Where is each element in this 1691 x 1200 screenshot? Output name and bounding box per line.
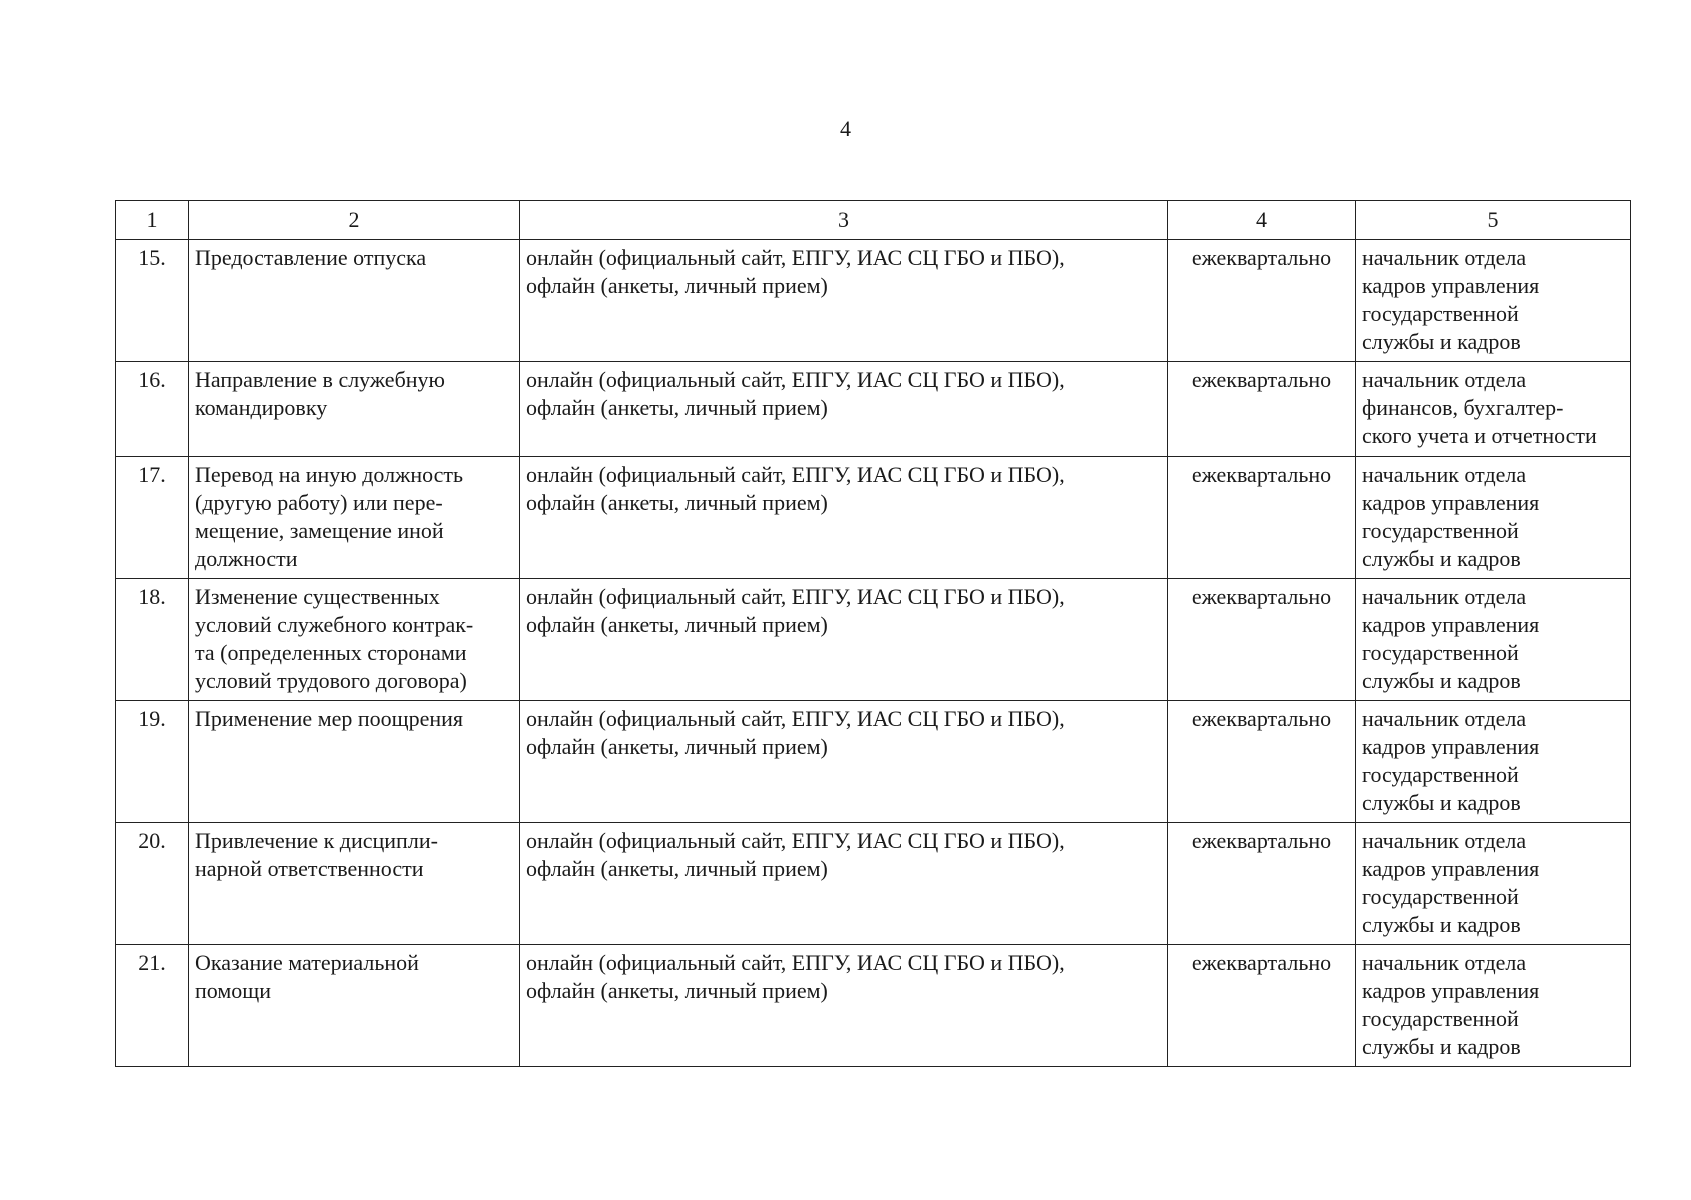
row-name: Привлечение к дисципли- нарной ответственности	[189, 823, 520, 945]
header-col-1: 1	[116, 201, 189, 240]
table-row	[116, 240, 1631, 362]
row-number: 20.	[116, 823, 189, 945]
page-number: 4	[840, 116, 851, 141]
table-row	[116, 457, 1631, 579]
row-method: онлайн (официальный сайт, ЕПГУ, ИАС СЦ ГБО и ПБО), офлайн (анкеты, личный прием)	[520, 457, 1168, 579]
header-col-5: 5	[1356, 201, 1631, 240]
row-responsible: начальник отдела кадров управления государственной службы и кадров	[1356, 701, 1631, 823]
row-responsible: начальник отдела финансов, бухгалтер- ского учета и отчетности	[1356, 362, 1631, 457]
row-responsible: начальник отдела кадров управления государственной службы и кадров	[1356, 240, 1631, 362]
header-col-2: 2	[189, 201, 520, 240]
row-name: Предоставление отпуска	[189, 240, 520, 362]
row-period: ежеквартально	[1168, 579, 1356, 701]
row-number: 17.	[116, 457, 189, 579]
row-method: онлайн (официальный сайт, ЕПГУ, ИАС СЦ ГБО и ПБО), офлайн (анкеты, личный прием)	[520, 945, 1168, 1067]
row-name: Изменение существенных условий служебного контрак- та (определенных сторонами условий трудового договора)	[189, 579, 520, 701]
header-col-3: 3	[520, 201, 1168, 240]
row-number: 18.	[116, 579, 189, 701]
row-responsible: начальник отдела кадров управления государственной службы и кадров	[1356, 457, 1631, 579]
row-name: Применение мер поощрения	[189, 701, 520, 823]
row-period: ежеквартально	[1168, 457, 1356, 579]
row-period: ежеквартально	[1168, 945, 1356, 1067]
row-period: ежеквартально	[1168, 240, 1356, 362]
row-period: ежеквартально	[1168, 362, 1356, 457]
row-period: ежеквартально	[1168, 701, 1356, 823]
row-method: онлайн (официальный сайт, ЕПГУ, ИАС СЦ ГБО и ПБО), офлайн (анкеты, личный прием)	[520, 362, 1168, 457]
row-method: онлайн (официальный сайт, ЕПГУ, ИАС СЦ ГБО и ПБО), офлайн (анкеты, личный прием)	[520, 823, 1168, 945]
row-responsible: начальник отдела кадров управления государственной службы и кадров	[1356, 945, 1631, 1067]
table-row	[116, 362, 1631, 457]
row-name: Перевод на иную должность (другую работу) или пере- мещение, замещение иной должности	[189, 457, 520, 579]
row-number: 16.	[116, 362, 189, 457]
row-responsible: начальник отдела кадров управления государственной службы и кадров	[1356, 823, 1631, 945]
table-row	[116, 823, 1631, 945]
row-method: онлайн (официальный сайт, ЕПГУ, ИАС СЦ ГБО и ПБО), офлайн (анкеты, личный прием)	[520, 579, 1168, 701]
row-method: онлайн (официальный сайт, ЕПГУ, ИАС СЦ ГБО и ПБО), офлайн (анкеты, личный прием)	[520, 701, 1168, 823]
measures-table	[115, 200, 1631, 1067]
row-number: 15.	[116, 240, 189, 362]
table-row	[116, 579, 1631, 701]
row-period: ежеквартально	[1168, 823, 1356, 945]
table-row	[116, 701, 1631, 823]
row-number: 21.	[116, 945, 189, 1067]
header-col-4: 4	[1168, 201, 1356, 240]
row-method: онлайн (официальный сайт, ЕПГУ, ИАС СЦ ГБО и ПБО), офлайн (анкеты, личный прием)	[520, 240, 1168, 362]
row-name: Оказание материальной помощи	[189, 945, 520, 1067]
row-responsible: начальник отдела кадров управления государственной службы и кадров	[1356, 579, 1631, 701]
table-header-row	[116, 201, 1631, 240]
row-name: Направление в служебную командировку	[189, 362, 520, 457]
row-number: 19.	[116, 701, 189, 823]
table-row	[116, 945, 1631, 1067]
